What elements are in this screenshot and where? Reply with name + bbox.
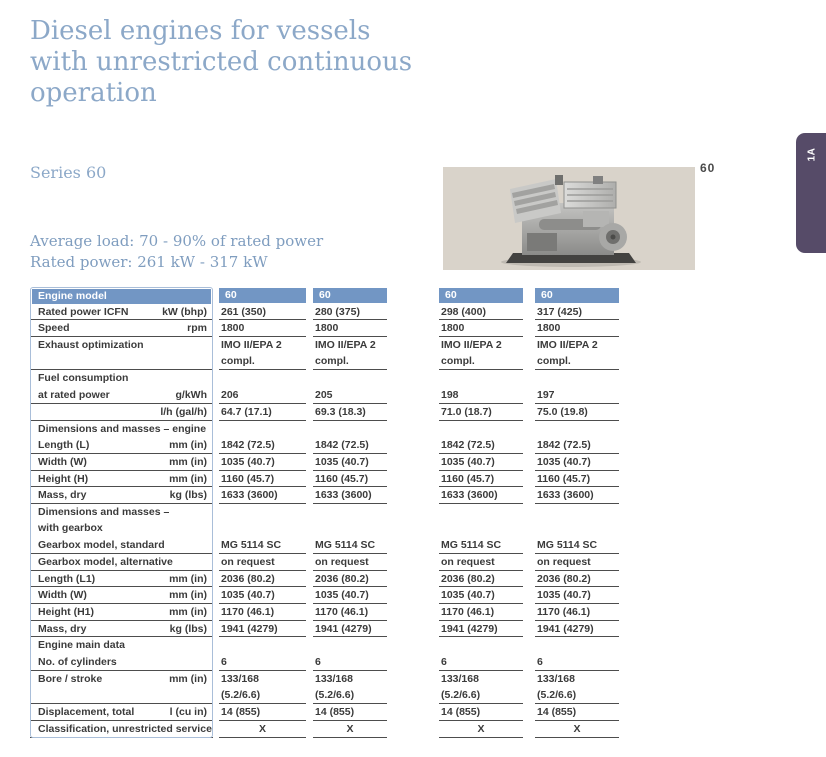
spec-value: 1633 (3600) bbox=[439, 487, 523, 504]
spec-value: 1170 (46.1) bbox=[535, 604, 619, 621]
column-header: 60 bbox=[535, 287, 619, 304]
spec-value: 1800 bbox=[439, 320, 523, 337]
spec-value: 1633 (3600) bbox=[219, 487, 306, 504]
table-row bbox=[30, 337, 622, 370]
row-label: Fuel consumption bbox=[38, 372, 129, 385]
average-load-text: Average load: 70 - 90% of rated power bbox=[30, 232, 324, 250]
spec-value: 14 (855) bbox=[439, 704, 523, 721]
spec-value: 1941 (4279) bbox=[219, 621, 306, 638]
spec-value: 1035 (40.7) bbox=[439, 587, 523, 604]
row-label: Dimensions and masses – with gearbox bbox=[38, 505, 170, 535]
row-label: Engine model bbox=[30, 287, 213, 304]
spec-value: 133/168 (5.2/6.6) bbox=[313, 671, 387, 704]
row-label: Mass, dry kg (lbs) bbox=[30, 621, 213, 638]
spec-value: X bbox=[439, 721, 523, 738]
spec-value: 1800 bbox=[535, 320, 619, 337]
table-row bbox=[30, 721, 622, 738]
table-row bbox=[30, 387, 622, 404]
spec-value: on request bbox=[535, 554, 619, 571]
table-row bbox=[30, 487, 622, 504]
spec-value: 1035 (40.7) bbox=[219, 587, 306, 604]
series-label: Series 60 bbox=[30, 163, 107, 182]
spec-value: 75.0 (19.8) bbox=[535, 404, 619, 421]
row-label: at rated power g/kWh bbox=[30, 387, 213, 404]
spec-value: 2036 (80.2) bbox=[219, 571, 306, 588]
spec-value: 1035 (40.7) bbox=[535, 587, 619, 604]
spec-value: X bbox=[535, 721, 619, 738]
row-label: Width (W) mm (in) bbox=[30, 587, 213, 604]
spec-value: 133/168 (5.2/6.6) bbox=[219, 671, 306, 704]
page-title-line: with unrestricted continuous bbox=[30, 47, 413, 77]
spec-value: 1842 (72.5) bbox=[535, 437, 619, 454]
spec-value: 6 bbox=[219, 654, 306, 671]
row-label: Engine main data bbox=[38, 639, 125, 652]
spec-value: on request bbox=[439, 554, 523, 571]
spec-value: 205 bbox=[313, 387, 387, 404]
spec-value: IMO II/EPA 2 compl. bbox=[535, 337, 619, 370]
table-row bbox=[30, 304, 622, 321]
table-row bbox=[30, 537, 622, 554]
spec-value: 1035 (40.7) bbox=[535, 454, 619, 471]
page-title-line: operation bbox=[30, 78, 157, 108]
spec-value: 6 bbox=[313, 654, 387, 671]
column-header: 60 bbox=[219, 287, 306, 304]
spec-value: 14 (855) bbox=[219, 704, 306, 721]
spec-value: 1170 (46.1) bbox=[219, 604, 306, 621]
row-label: Gearbox model, standard bbox=[30, 537, 213, 554]
spec-value: MG 5114 SC bbox=[535, 537, 619, 554]
table-row bbox=[30, 320, 622, 337]
spec-value: IMO II/EPA 2 compl. bbox=[219, 337, 306, 370]
row-label: Bore / stroke mm (in) bbox=[30, 671, 213, 704]
column-header: 60 bbox=[439, 287, 523, 304]
spec-value: 133/168 (5.2/6.6) bbox=[535, 671, 619, 704]
spec-value: 198 bbox=[439, 387, 523, 404]
spec-value: 1800 bbox=[219, 320, 306, 337]
spec-value: 1160 (45.7) bbox=[535, 471, 619, 488]
table-row bbox=[30, 587, 622, 604]
spec-value: 2036 (80.2) bbox=[313, 571, 387, 588]
row-label: Length (L1) mm (in) bbox=[30, 571, 213, 588]
row-label: l/h (gal/h) bbox=[30, 404, 213, 421]
table-row bbox=[30, 704, 622, 721]
table-row bbox=[30, 454, 622, 471]
spec-value: 1035 (40.7) bbox=[313, 587, 387, 604]
table-row bbox=[30, 554, 622, 571]
spec-value: 1035 (40.7) bbox=[219, 454, 306, 471]
engine-photo bbox=[443, 167, 695, 270]
spec-value: 6 bbox=[535, 654, 619, 671]
table-section-row bbox=[30, 637, 622, 654]
spec-value: IMO II/EPA 2 compl. bbox=[313, 337, 387, 370]
spec-value: on request bbox=[219, 554, 306, 571]
row-label: Height (H1) mm (in) bbox=[30, 604, 213, 621]
row-label: Length (L) mm (in) bbox=[30, 437, 213, 454]
spec-value: 1842 (72.5) bbox=[219, 437, 306, 454]
spec-value: 1941 (4279) bbox=[313, 621, 387, 638]
row-label: Dimensions and masses – engine bbox=[38, 422, 207, 435]
spec-value: on request bbox=[313, 554, 387, 571]
section-tab bbox=[796, 133, 826, 253]
spec-value: 1800 bbox=[313, 320, 387, 337]
photo-series-number: 60 bbox=[700, 161, 716, 175]
spec-value: MG 5114 SC bbox=[439, 537, 523, 554]
table-row bbox=[30, 604, 622, 621]
table-section-row bbox=[30, 421, 622, 438]
row-label: Displacement, total l (cu in) bbox=[30, 704, 213, 721]
spec-table bbox=[30, 287, 622, 739]
spec-value: 1941 (4279) bbox=[535, 621, 619, 638]
spec-value: X bbox=[313, 721, 387, 738]
table-row bbox=[30, 571, 622, 588]
spec-value: IMO II/EPA 2 compl. bbox=[439, 337, 523, 370]
spec-value: MG 5114 SC bbox=[219, 537, 306, 554]
row-label: Speed rpm bbox=[30, 320, 213, 337]
spec-value: 1633 (3600) bbox=[313, 487, 387, 504]
spec-value: 298 (400) bbox=[439, 304, 523, 321]
spec-value: 1941 (4279) bbox=[439, 621, 523, 638]
row-label: Exhaust optimization bbox=[30, 337, 213, 370]
spec-value: 1842 (72.5) bbox=[313, 437, 387, 454]
spec-value: 6 bbox=[439, 654, 523, 671]
spec-value: MG 5114 SC bbox=[313, 537, 387, 554]
table-row bbox=[30, 621, 622, 638]
spec-value: 206 bbox=[219, 387, 306, 404]
column-header: 60 bbox=[313, 287, 387, 304]
spec-value: 2036 (80.2) bbox=[439, 571, 523, 588]
spec-value: 64.7 (17.1) bbox=[219, 404, 306, 421]
spec-table-rows bbox=[30, 287, 622, 738]
spec-value: 1160 (45.7) bbox=[219, 471, 306, 488]
row-label: Height (H) mm (in) bbox=[30, 471, 213, 488]
spec-value: 1842 (72.5) bbox=[439, 437, 523, 454]
spec-value: 133/168 (5.2/6.6) bbox=[439, 671, 523, 704]
table-row bbox=[30, 671, 622, 704]
spec-value: 1170 (46.1) bbox=[313, 604, 387, 621]
spec-value: 1160 (45.7) bbox=[313, 471, 387, 488]
spec-value: 1035 (40.7) bbox=[439, 454, 523, 471]
spec-value: X bbox=[219, 721, 306, 738]
spec-value: 2036 (80.2) bbox=[535, 571, 619, 588]
spec-value: 1633 (3600) bbox=[535, 487, 619, 504]
row-label: Gearbox model, alternative bbox=[30, 554, 213, 571]
page-title-line: Diesel engines for vessels bbox=[30, 16, 371, 46]
row-label: Rated power ICFN kW (bhp) bbox=[30, 304, 213, 321]
row-label: Mass, dry kg (lbs) bbox=[30, 487, 213, 504]
table-row bbox=[30, 471, 622, 488]
row-label: Width (W) mm (in) bbox=[30, 454, 213, 471]
spec-value: 1170 (46.1) bbox=[439, 604, 523, 621]
spec-value: 1160 (45.7) bbox=[439, 471, 523, 488]
spec-value: 69.3 (18.3) bbox=[313, 404, 387, 421]
spec-value: 14 (855) bbox=[313, 704, 387, 721]
row-label: Classification, unrestricted service bbox=[30, 721, 213, 738]
row-label: No. of cylinders bbox=[30, 654, 213, 671]
engine-photo-panel bbox=[443, 167, 695, 270]
table-row bbox=[30, 437, 622, 454]
rated-power-text: Rated power: 261 kW - 317 kW bbox=[30, 253, 268, 271]
spec-value: 71.0 (18.7) bbox=[439, 404, 523, 421]
spec-value: 197 bbox=[535, 387, 619, 404]
intro-text bbox=[30, 231, 323, 273]
table-header-row bbox=[30, 287, 622, 304]
table-section-row bbox=[30, 504, 622, 537]
table-row bbox=[30, 404, 622, 421]
spec-value: 261 (350) bbox=[219, 304, 306, 321]
spec-value: 1035 (40.7) bbox=[313, 454, 387, 471]
spec-value: 14 (855) bbox=[535, 704, 619, 721]
table-row bbox=[30, 654, 622, 671]
spec-value: 280 (375) bbox=[313, 304, 387, 321]
page-title bbox=[30, 16, 412, 109]
section-tab-label: 1A bbox=[806, 147, 818, 162]
table-section-row bbox=[30, 370, 622, 387]
spec-value: 317 (425) bbox=[535, 304, 619, 321]
